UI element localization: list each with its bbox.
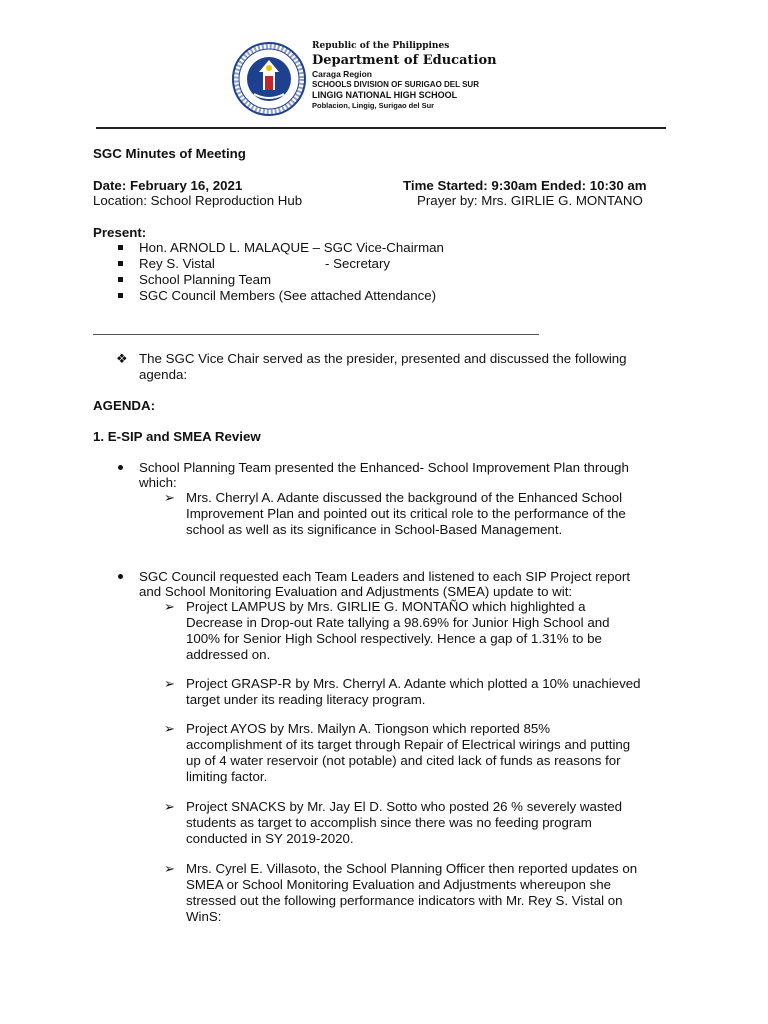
arrow-bullet-icon: ➢ [164,490,175,505]
project-line: target under its reading literacy program. [186,692,426,707]
document-title: SGC Minutes of Meeting [93,146,246,161]
project-line: Project GRASP-R by Mrs. Cherryl A. Adante which plotted a 10% unachieved [186,676,641,691]
project-line: WinS: [186,909,222,924]
sub-bullet-line: Improvement Plan and pointed out its critical role to the performance of the [186,506,626,521]
project-line: stressed out the following performance indicators with Mr. Rey S. Vistal on [186,893,623,908]
sub-bullet-line: Mrs. Cherryl A. Adante discussed the background of the Enhanced School [186,490,623,505]
project-line: conducted in SY 2019-2020. [186,831,354,846]
intro-line: The SGC Vice Chair served as the presider, presented and discussed the following [139,351,627,366]
bullet-line: SGC Council requested each Team Leaders and listened to each SIP Project report [139,569,631,584]
arrow-bullet-icon: ➢ [164,799,175,814]
meeting-time: Time Started: 9:30am Ended: 10:30 am [403,178,647,193]
agenda-section-title: 1. E-SIP and SMEA Review [93,429,261,444]
project-line: students as target to accomplish since there was no feeding program [186,815,592,830]
project-line: Project SNACKS by Mr. Jay El D. Sotto who posted 26 % severely wasted [186,799,623,814]
letterhead-school: LINGIG NATIONAL HIGH SCHOOL [312,89,458,100]
project-line: SMEA or School Monitoring Evaluation and Adjustments whereupon she [186,877,612,892]
project-line: Mrs. Cyrel E. Villasoto, the School Planning Officer then reported updates on [186,861,638,876]
present-secretary-role: - Secretary [325,256,391,271]
deped-seal-logo [232,42,306,116]
arrow-bullet-icon: ➢ [164,861,175,876]
arrow-bullet-icon: ➢ [164,599,175,614]
letterhead-republic: Republic of the Philippines [312,41,450,51]
present-item: SGC Council Members (See attached Attendance) [139,288,437,303]
present-item: Rey S. Vistal [139,256,215,271]
bullet-line: School Planning Team presented the Enhanced- School Improvement Plan through [139,460,629,475]
present-heading: Present: [93,225,147,240]
agenda-heading: AGENDA: [93,398,156,413]
meeting-date: Date: February 16, 2021 [93,178,243,193]
bullet-line: and School Monitoring Evaluation and Adjustments (SMEA) update to wit: [139,584,573,599]
square-bullet-icon [118,245,123,250]
project-line: addressed on. [186,647,271,662]
letterhead-text [312,42,497,109]
project-line: 100% for Senior High School respectively. Hence a gap of 1.31% to be [186,631,602,646]
letterhead-region: Caraga Region [312,69,372,79]
bullet-dot-icon [118,574,123,579]
letterhead-address: Poblacion, Lingig, Surigao del Sur [312,100,435,110]
bullet-dot-icon [118,465,123,470]
sub-bullet-line: school as well as its significance in School-Based Management. [186,522,563,537]
intro-line: agenda: [139,367,188,382]
square-bullet-icon [118,277,123,282]
project-line: accomplishment of its target through Repair of Electrical wirings and putting [186,737,631,752]
letterhead-division: SCHOOLS DIVISION OF SURIGAO DEL SUR [312,79,479,89]
letterhead-divider [96,127,666,129]
present-item: School Planning Team [139,272,272,287]
bullet-line: which: [139,475,177,490]
meeting-location: Location: School Reproduction Hub [93,193,303,208]
letterhead-department: Department of Education [312,53,497,68]
project-line: Project LAMPUS by Mrs. GIRLIE G. MONTAÑO which highlighted a [186,599,586,614]
present-item: Hon. ARNOLD L. MALAQUE – SGC Vice-Chairman [139,240,444,255]
project-line: up of 4 water reservoir (not potable) and cited lack of funds as reasons for [186,753,621,768]
diamond-bullet-icon: ❖ [116,351,128,366]
meeting-prayer: Prayer by: Mrs. GIRLIE G. MONTANO [417,193,643,208]
square-bullet-icon [118,293,123,298]
arrow-bullet-icon: ➢ [164,676,175,691]
arrow-bullet-icon: ➢ [164,721,175,736]
project-line: limiting factor. [186,769,268,784]
project-line: Decrease in Drop-out Rate tallying a 98.69% for Junior High School and [186,615,610,630]
section-divider [93,334,539,335]
project-line: Project AYOS by Mrs. Mailyn A. Tiongson which reported 85% [186,721,551,736]
square-bullet-icon [118,261,123,266]
